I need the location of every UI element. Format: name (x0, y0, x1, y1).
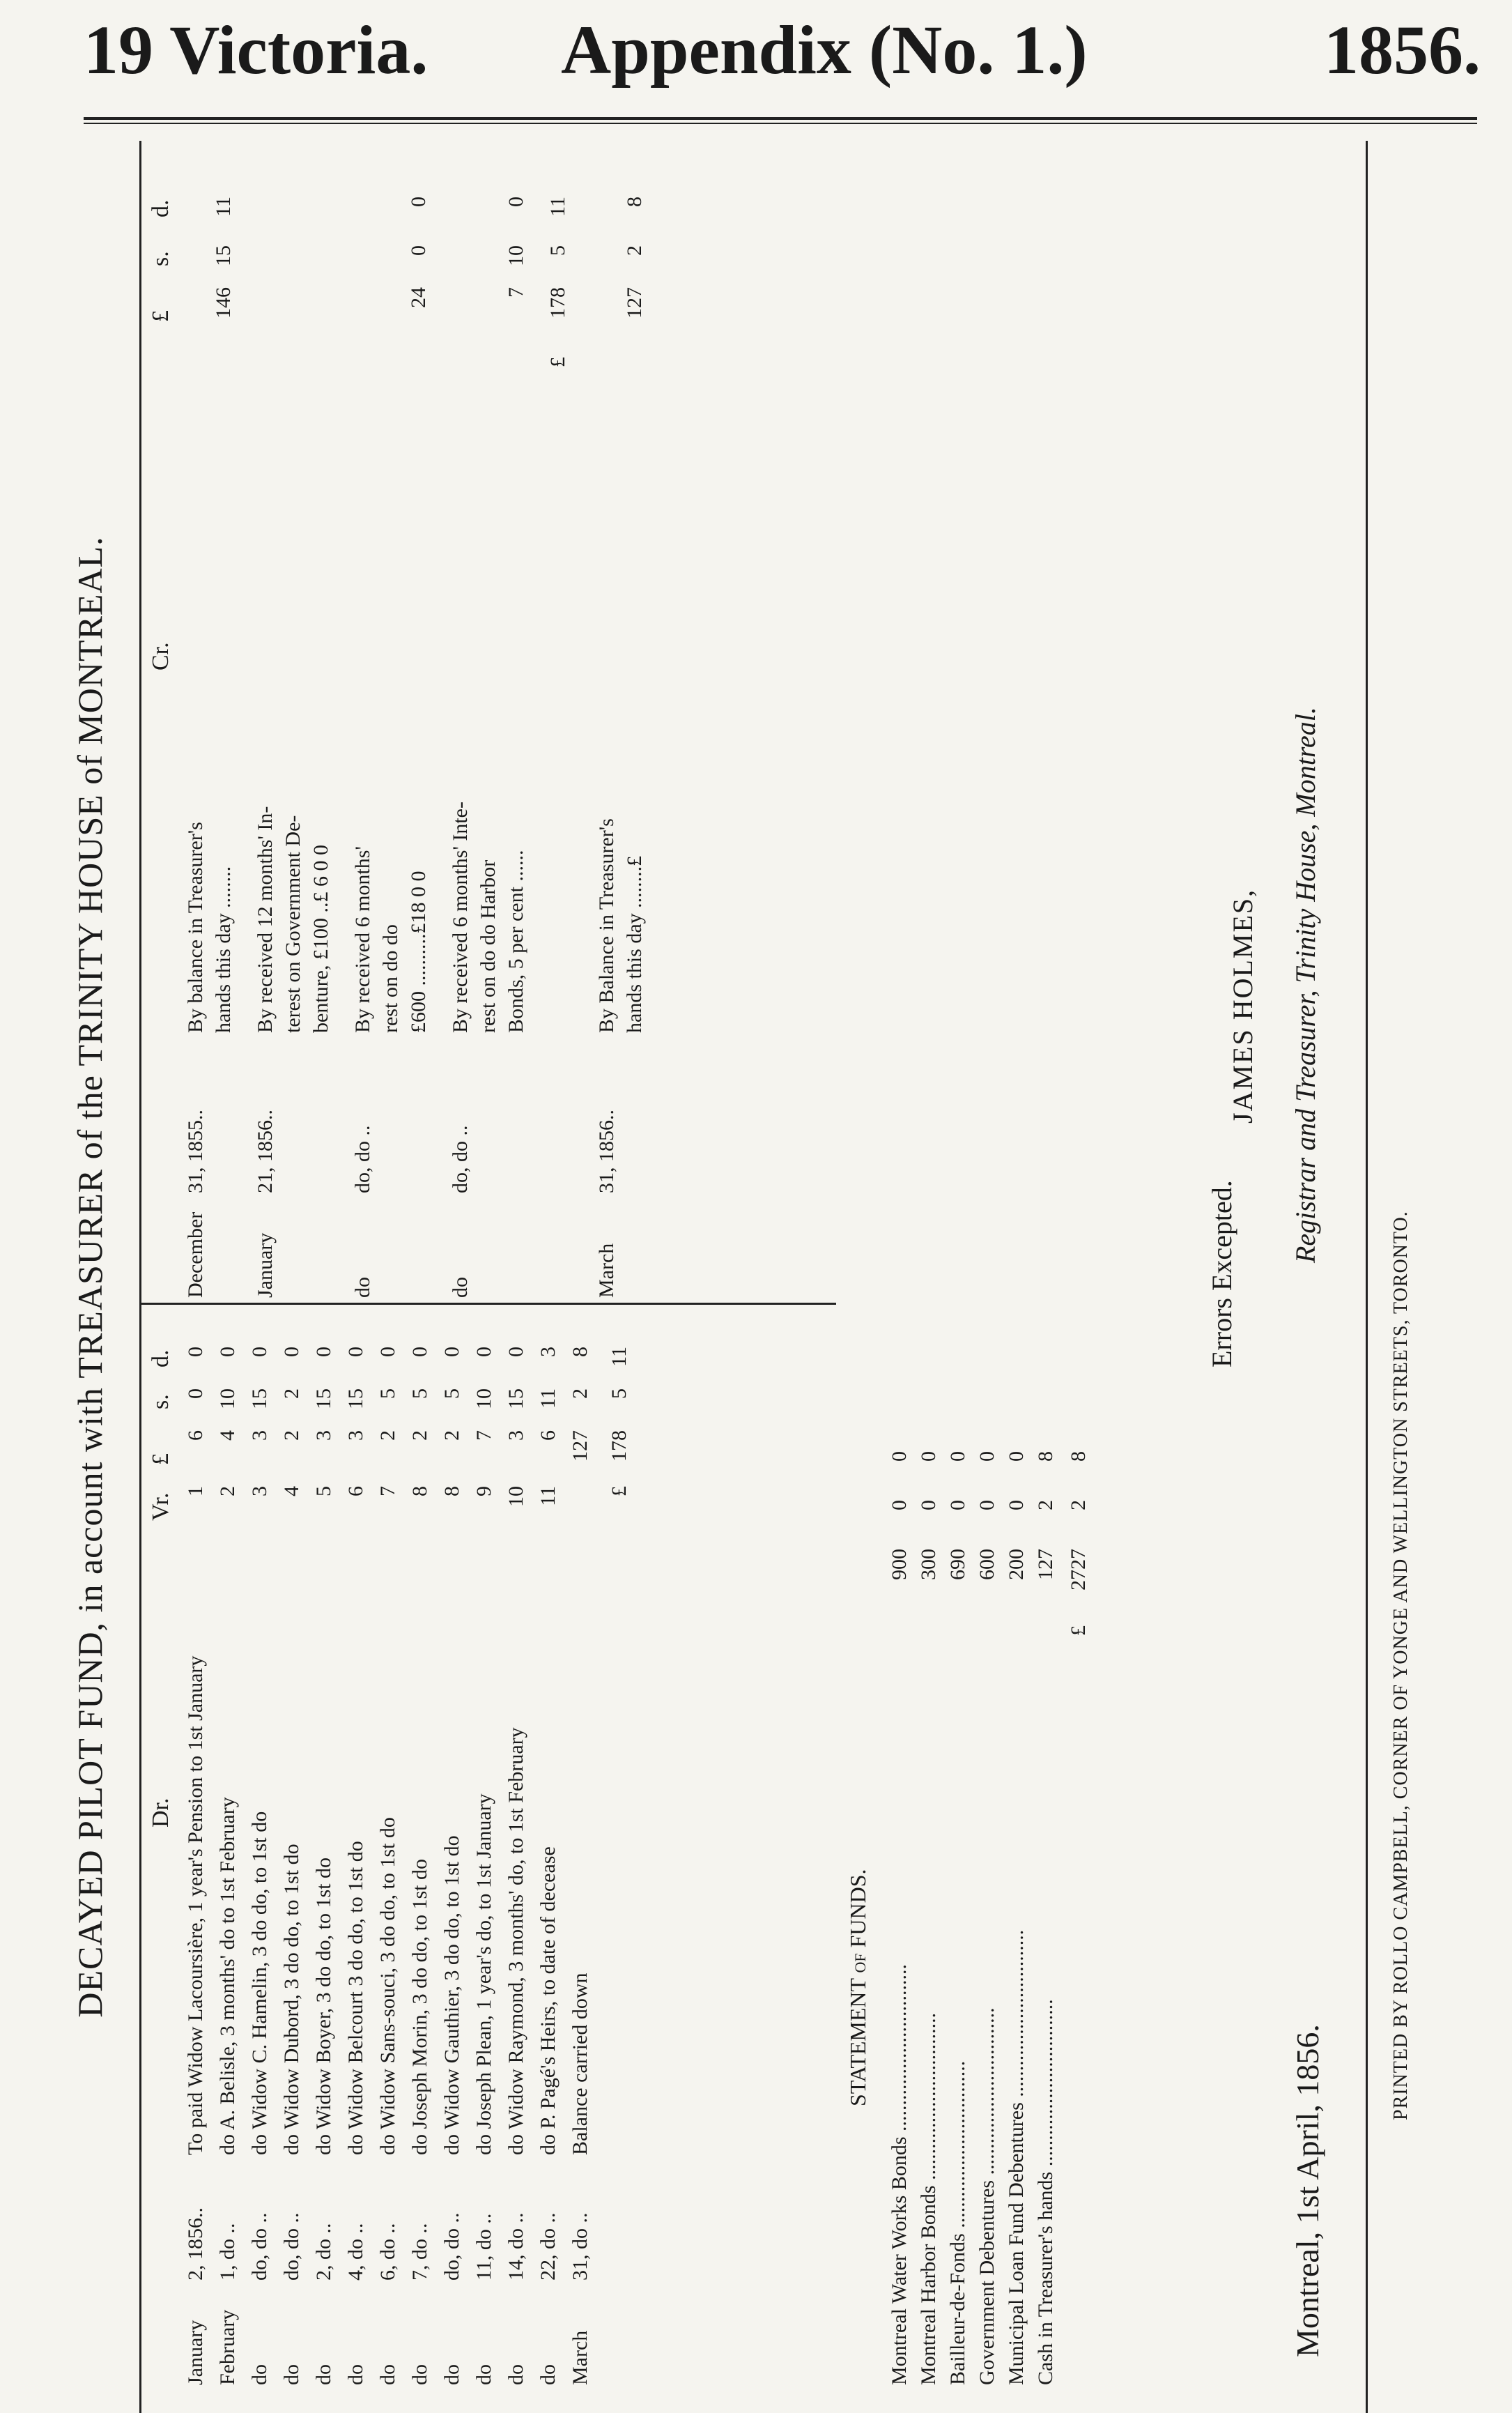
debit-pounds: 6 (537, 1430, 560, 1441)
debit-month: do (504, 2364, 527, 2385)
debit-description: do Widow Belcourt 3 do do, to 1st do (344, 1841, 367, 2155)
debit-pence: 0 (312, 1347, 335, 1357)
debit-pence: 0 (504, 1347, 527, 1357)
debit-pounds: 2 (280, 1430, 303, 1441)
credit-pence: 0 (407, 197, 430, 207)
credit-shillings: 15 (212, 245, 235, 266)
header-rule-thin (84, 123, 1477, 124)
debit-shillings: 5 (440, 1388, 463, 1399)
credit-date: 31, 1855.. (184, 1110, 207, 1193)
funds-pence: 0 (946, 1451, 969, 1462)
debit-pence: 0 (248, 1347, 271, 1357)
debit-total-label: £ (608, 1486, 631, 1496)
header-session: 19 Victoria. (84, 11, 429, 89)
frame-top-rule (139, 141, 141, 2413)
signatory-role: Registrar and Treasurer, Trinity House, Montreal. (1290, 707, 1321, 1263)
debit-month: do (248, 2364, 271, 2385)
debit-description: do Widow Boyer, 3 do do, to 1st do (312, 1857, 335, 2155)
debit-description: do Widow Gauthier, 3 do do, to 1st do (440, 1835, 463, 2155)
debit-pence: 0 (280, 1347, 303, 1357)
debit-shillings: 15 (248, 1388, 271, 1409)
debit-date: 11, do .. (472, 2213, 495, 2281)
debit-pounds: 2 (408, 1430, 431, 1441)
debit-month: do (344, 2364, 367, 2385)
funds-shillings: 0 (946, 1500, 969, 1510)
header-year: 1856. (1324, 11, 1481, 89)
printer-imprint: PRINTED BY ROLLO CAMPBELL, CORNER OF YONGE AND WELLINGTON STREETS, TORONTO. (1390, 1211, 1412, 2120)
debit-description: Balance carried down (569, 1972, 592, 2155)
debit-voucher: 10 (504, 1486, 527, 1507)
debit-shillings: 15 (344, 1388, 367, 1409)
funds-item: Montreal Water Works Bonds ................................ (888, 1963, 911, 2385)
debit-pounds: 3 (248, 1430, 271, 1441)
debit-month: March (569, 2330, 592, 2385)
debit-pounds: 3 (504, 1430, 527, 1441)
credit-description-line: hands this day ........ (212, 866, 235, 1033)
debit-col-shillings: s. (148, 1394, 173, 1409)
debit-date: do, do .. (440, 2212, 463, 2281)
funds-shillings: 0 (917, 1500, 940, 1510)
debit-voucher: 11 (537, 1486, 560, 1506)
credit-pounds: 24 (407, 287, 430, 308)
debit-shillings: 2 (569, 1388, 592, 1399)
rotated-content (42, 141, 1435, 2413)
debit-shillings: 10 (472, 1388, 495, 1409)
funds-pounds: 300 (917, 1549, 940, 1580)
debit-total-shillings: 5 (608, 1388, 631, 1399)
funds-pence: 0 (888, 1451, 911, 1462)
credit-month: January (254, 1232, 277, 1298)
debit-shillings: 5 (408, 1388, 431, 1399)
funds-item: Cash in Treasurer's hands ................................ (1034, 1999, 1057, 2385)
credit-month: do (449, 1277, 472, 1298)
debit-pounds: 2 (440, 1430, 463, 1441)
funds-pounds: 690 (946, 1549, 969, 1580)
debit-month: February (216, 2309, 239, 2385)
credit-total-label: £ (546, 357, 569, 367)
debit-pence: 0 (216, 1347, 239, 1357)
credit-balance-shillings: 2 (623, 245, 646, 256)
debit-date: 14, do .. (504, 2212, 527, 2281)
credit-description-line: By received 6 months' (351, 846, 374, 1033)
credit-total-shillings: 5 (546, 245, 569, 256)
debit-pounds: 7 (472, 1430, 495, 1441)
page-header (0, 0, 1512, 105)
debit-pounds: 3 (344, 1430, 367, 1441)
funds-heading: STATEMENT of FUNDS. (845, 1869, 870, 2106)
debit-voucher: 4 (280, 1486, 303, 1496)
debit-col-pence: d. (148, 1349, 173, 1368)
debit-total-pounds: 178 (608, 1430, 631, 1462)
debit-shillings: 10 (216, 1388, 239, 1409)
funds-pounds: 127 (1034, 1549, 1057, 1580)
credit-col-shillings: s. (148, 251, 173, 266)
debit-date: 4, do .. (344, 2223, 367, 2281)
credit-balance-line: hands this day ........£ (623, 855, 646, 1033)
debit-shillings: 5 (376, 1388, 399, 1399)
debit-voucher: 6 (344, 1486, 367, 1496)
credit-month: do (351, 1277, 374, 1298)
funds-pounds: 600 (975, 1549, 998, 1580)
debit-shillings: 0 (184, 1388, 207, 1399)
credit-pounds: 7 (504, 287, 527, 298)
debit-description: do Widow Dubord, 3 do do, to 1st do (280, 1844, 303, 2155)
debit-pence: 3 (537, 1347, 560, 1357)
credit-description-line: Bonds, 5 per cent ...... (504, 850, 527, 1033)
debit-voucher: 9 (472, 1486, 495, 1496)
signatory-name: JAMES HOLMES, (1227, 888, 1258, 1124)
debit-pounds: 2 (376, 1430, 399, 1441)
funds-pence: 0 (1005, 1451, 1028, 1462)
funds-total-pounds: 2727 (1067, 1549, 1090, 1591)
credit-month: December (184, 1211, 207, 1298)
debit-description: do Joseph Plean, 1 year's do, to 1st January (472, 1793, 495, 2155)
debit-date: do, do .. (280, 2212, 303, 2281)
debit-pence: 8 (569, 1347, 592, 1357)
debit-date: do, do .. (248, 2212, 271, 2281)
debit-month: do (376, 2364, 399, 2385)
funds-pence: 8 (1034, 1451, 1057, 1462)
credit-total-pence: 11 (546, 197, 569, 217)
funds-shillings: 0 (888, 1500, 911, 1510)
credit-description-line: benture, £100 ..£ 6 0 0 (309, 845, 332, 1033)
debit-pence: 0 (440, 1347, 463, 1357)
debit-pence: 0 (472, 1347, 495, 1357)
credit-description-line: £600 ..........£18 0 0 (407, 871, 430, 1033)
debit-pence: 0 (344, 1347, 367, 1357)
debit-description: do Widow Sans-souci, 3 do do, to 1st do (376, 1817, 399, 2155)
debit-pounds: 4 (216, 1430, 239, 1441)
credit-balance-date: 31, 1856.. (595, 1110, 618, 1193)
credit-pence: 0 (504, 197, 527, 207)
debit-description: do Widow C. Hamelin, 3 do do, to 1st do (248, 1811, 271, 2155)
funds-total-pence: 8 (1067, 1451, 1090, 1462)
debit-date: 1, do .. (216, 2223, 239, 2281)
debit-description: do Joseph Morin, 3 do do, to 1st do (408, 1858, 431, 2155)
funds-pence: 0 (917, 1451, 940, 1462)
credit-description-line: By balance in Treasurer's (184, 822, 207, 1033)
credit-description-line: terest on Government De- (281, 815, 304, 1033)
credit-balance-line: By Balance in Treasurer's (595, 818, 618, 1033)
debit-pounds: 127 (569, 1430, 592, 1462)
funds-shillings: 2 (1034, 1500, 1057, 1510)
funds-shillings: 0 (1005, 1500, 1028, 1510)
debit-voucher: 3 (248, 1486, 271, 1496)
debit-voucher: 5 (312, 1486, 335, 1496)
errors-excepted: Errors Excepted. (1206, 1180, 1237, 1368)
credit-col-pounds: £ (148, 310, 173, 322)
debit-pounds: 6 (184, 1430, 207, 1441)
debit-date: 7, do .. (408, 2223, 431, 2281)
debit-total-pence: 11 (608, 1347, 631, 1367)
funds-pounds: 900 (888, 1549, 911, 1580)
debit-pence: 0 (408, 1347, 431, 1357)
funds-statement (843, 1312, 1108, 2385)
debit-date: 22, do .. (537, 2212, 560, 2281)
debit-shillings: 15 (312, 1388, 335, 1409)
debit-heading: Dr. (148, 1798, 173, 1828)
credit-col-pence: d. (148, 199, 173, 217)
funds-item: Bailleur-de-Fonds ................................ (946, 2060, 969, 2385)
funds-item: Municipal Loan Fund Debentures ................................ (1005, 1929, 1028, 2385)
credit-balance-pounds: 127 (623, 287, 646, 319)
funds-shillings: 0 (975, 1500, 998, 1510)
place-date: Montreal, 1st April, 1856. (1290, 2024, 1325, 2357)
debit-description: do Widow Raymond, 3 months' do, to 1st February (504, 1727, 527, 2155)
credit-account (146, 169, 843, 1298)
debit-date: 31, do .. (569, 2212, 592, 2281)
funds-total-shillings: 2 (1067, 1500, 1090, 1510)
account-divider (139, 1303, 836, 1305)
funds-item: Montreal Harbor Bonds ................................ (917, 2012, 940, 2385)
debit-description: To paid Widow Lacoursière, 1 year's Pension to 1st January (184, 1655, 207, 2155)
debit-month: January (184, 2320, 207, 2385)
credit-balance-pence: 8 (623, 197, 646, 207)
credit-date: do, do .. (449, 1125, 472, 1193)
funds-total-label: £ (1067, 1625, 1090, 1636)
frame-bottom-rule (1366, 141, 1368, 2413)
credit-heading: Cr. (148, 642, 173, 671)
credit-pounds: 146 (212, 287, 235, 319)
credit-date: do, do .. (351, 1125, 374, 1193)
debit-shillings: 15 (504, 1388, 527, 1409)
debit-shillings: 11 (537, 1388, 560, 1409)
header-rule (84, 117, 1477, 120)
credit-description-line: By received 12 months' In- (254, 806, 277, 1033)
debit-voucher: 2 (216, 1486, 239, 1496)
account-title: DECAYED PILOT FUND, in account with TREASURER of the TRINITY HOUSE of MONTREAL. (70, 536, 109, 2018)
debit-date: 2, 1856.. (184, 2207, 207, 2281)
header-appendix: Appendix (No. 1.) (561, 11, 1088, 89)
debit-month: do (440, 2364, 463, 2385)
debit-month: do (280, 2364, 303, 2385)
debit-description: do P. Pagé's Heirs, to date of decease (537, 1846, 560, 2155)
debit-account (146, 1312, 843, 2385)
debit-voucher: 8 (408, 1486, 431, 1496)
credit-total-pounds: 178 (546, 287, 569, 319)
debit-col-pounds: £ (148, 1453, 173, 1465)
debit-month: do (537, 2364, 560, 2385)
credit-shillings: 10 (504, 245, 527, 266)
debit-date: 2, do .. (312, 2223, 335, 2281)
credit-description-line: rest on do do (379, 924, 402, 1033)
credit-description-line: rest on do do Harbor (477, 859, 500, 1033)
debit-pence: 0 (376, 1347, 399, 1357)
credit-balance-month: March (595, 1243, 618, 1298)
debit-month: do (472, 2364, 495, 2385)
debit-voucher: 8 (440, 1486, 463, 1496)
credit-description-line: By received 6 months' Inte- (449, 802, 472, 1033)
debit-date: 6, do .. (376, 2223, 399, 2281)
debit-description: do A. Belisle, 3 months' do to 1st February (216, 1797, 239, 2155)
debit-voucher: 1 (184, 1486, 207, 1496)
funds-pence: 0 (975, 1451, 998, 1462)
debit-month: do (408, 2364, 431, 2385)
credit-date: 21, 1856.. (254, 1110, 277, 1193)
funds-pounds: 200 (1005, 1549, 1028, 1580)
debit-month: do (312, 2364, 335, 2385)
debit-pounds: 3 (312, 1430, 335, 1441)
debit-pence: 0 (184, 1347, 207, 1357)
credit-pence: 11 (212, 197, 235, 217)
debit-shillings: 2 (280, 1388, 303, 1399)
debit-col-vr: Vr. (148, 1492, 173, 1521)
funds-item: Government Debentures ................................ (975, 2007, 998, 2385)
credit-shillings: 0 (407, 245, 430, 256)
debit-voucher: 7 (376, 1486, 399, 1496)
